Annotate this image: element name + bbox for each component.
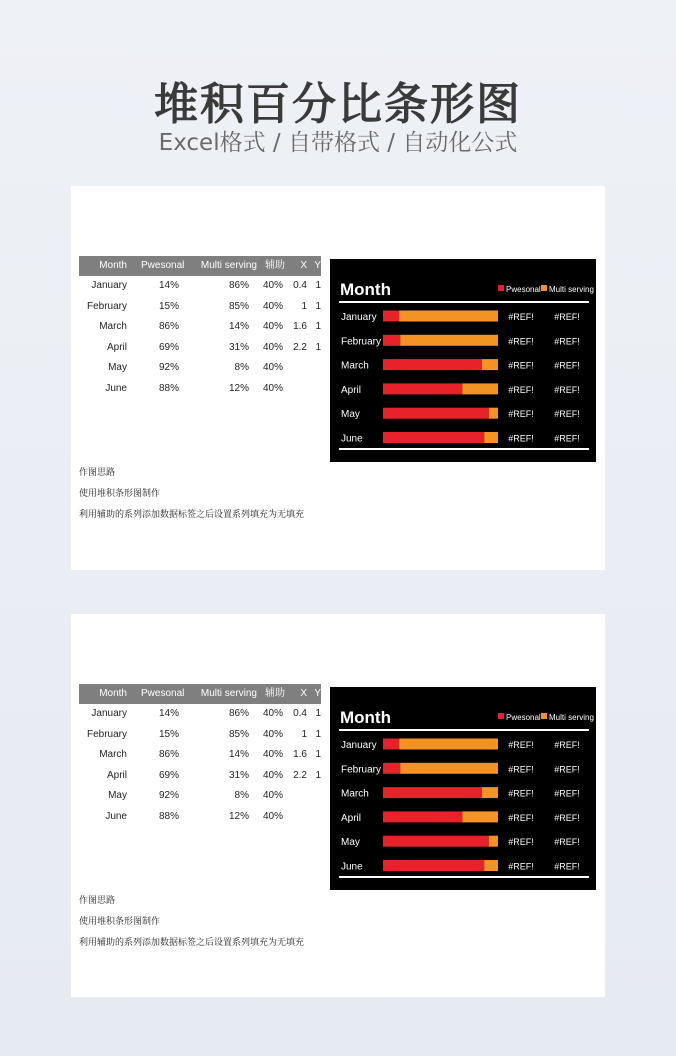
cell-pwesonal: 69%: [158, 769, 179, 781]
table-header-cell: Multi serving: [200, 688, 257, 699]
preview-card-2: [71, 614, 605, 997]
cell-pwesonal: 14%: [158, 708, 179, 719]
data-label: #REF!: [508, 409, 534, 420]
table-row: [79, 725, 321, 746]
legend-label: Multi serving: [549, 713, 594, 722]
chart-title: Month: [340, 708, 391, 727]
category-label: January: [341, 740, 377, 751]
note-line: 作图思路: [79, 467, 116, 477]
data-label: #REF!: [554, 740, 580, 750]
cell-pwesonal: 92%: [158, 362, 179, 373]
data-label: #REF!: [554, 409, 580, 420]
cell-multi-serving: 12%: [228, 810, 249, 822]
notes: [79, 890, 304, 953]
category-label: February: [341, 336, 382, 348]
table-row: [79, 379, 321, 400]
cell-multi-serving: 85%: [228, 300, 249, 312]
stacked-percent-bar-chart: [330, 687, 596, 890]
category-label: June: [341, 433, 363, 445]
cell-aux: 40%: [263, 749, 284, 760]
note-line: 使用堆积条形图制作: [79, 916, 161, 926]
bar-segment-pwesonal: [383, 860, 484, 871]
cell-pwesonal: 86%: [158, 749, 179, 760]
table-header-cell: Multi serving: [200, 260, 257, 271]
cell-aux: 40%: [263, 341, 284, 353]
data-table: [79, 256, 321, 399]
table-body: [79, 704, 321, 827]
bar-segment-pwesonal: [383, 811, 462, 822]
cell-pwesonal: 69%: [158, 341, 179, 353]
cell-pwesonal: 92%: [158, 790, 179, 801]
bar-segment-multi-serving: [482, 787, 498, 798]
note-line: 利用辅助的系列添加数据标签之后设置系列填充为无填充: [79, 937, 305, 947]
data-label: #REF!: [508, 740, 534, 750]
data-label: #REF!: [508, 788, 534, 799]
cell-month: June: [105, 382, 127, 394]
cell-multi-serving: 31%: [228, 341, 249, 353]
cell-pwesonal: 86%: [158, 321, 179, 332]
category-label: April: [341, 384, 362, 396]
cell-multi-serving: 85%: [228, 728, 249, 740]
category-label: March: [341, 788, 369, 800]
data-label: #REF!: [554, 336, 580, 347]
chart-container: [330, 687, 596, 890]
cell-multi-serving: 8%: [234, 362, 249, 373]
data-label: #REF!: [508, 360, 534, 371]
cell-x: 1: [301, 300, 307, 312]
bar-segment-multi-serving: [400, 335, 498, 346]
data-label: #REF!: [508, 861, 534, 872]
table-header-cell: X: [300, 260, 307, 271]
cell-pwesonal: 14%: [158, 280, 179, 291]
cell-aux: 40%: [263, 728, 284, 740]
data-label: #REF!: [508, 312, 534, 322]
cell-pwesonal: 88%: [158, 810, 179, 822]
table-row: [79, 358, 321, 379]
category-label: June: [341, 861, 363, 873]
legend-swatch: [498, 285, 504, 291]
data-label: #REF!: [554, 312, 580, 322]
cell-month: April: [106, 769, 127, 781]
cell-y: 1: [315, 749, 321, 760]
table-header: [79, 256, 321, 276]
table-header-cell: Y: [314, 688, 321, 699]
legend-swatch: [498, 713, 504, 719]
cell-y: 1: [315, 708, 321, 719]
bar-segment-pwesonal: [383, 383, 462, 394]
cell-aux: 40%: [263, 790, 284, 801]
bar-segment-multi-serving: [484, 432, 498, 443]
stacked-percent-bar-chart: [330, 259, 596, 462]
cell-x: 2.2: [293, 341, 307, 353]
table-row: [79, 745, 321, 766]
data-table: [79, 684, 321, 827]
bar-segment-pwesonal: [383, 408, 489, 419]
legend-swatch: [541, 285, 547, 291]
cell-month: May: [108, 790, 127, 801]
cell-aux: 40%: [263, 321, 284, 332]
cell-month: March: [99, 321, 127, 332]
data-label: #REF!: [554, 788, 580, 799]
cell-multi-serving: 8%: [234, 790, 249, 801]
cell-multi-serving: 12%: [228, 382, 249, 394]
table-header-cell: 辅助: [265, 688, 285, 699]
bar-segment-multi-serving: [489, 408, 498, 419]
cell-month: January: [91, 708, 127, 719]
category-label: April: [341, 812, 362, 824]
legend-label: Pwesonal: [506, 713, 541, 722]
data-label: #REF!: [508, 433, 534, 444]
cell-y: 1: [315, 341, 321, 353]
cell-multi-serving: 14%: [228, 749, 249, 760]
table-row: [79, 786, 321, 807]
cell-month: May: [108, 362, 127, 373]
cell-month: April: [106, 341, 127, 353]
category-label: May: [341, 837, 360, 849]
data-label: #REF!: [554, 764, 580, 775]
cell-x: 1.6: [293, 321, 307, 332]
cell-month: January: [91, 280, 127, 291]
category-label: February: [341, 764, 382, 776]
bar-segment-multi-serving: [399, 311, 498, 322]
preview-card-1: [71, 186, 605, 570]
cell-month: February: [86, 300, 127, 312]
bar-segment-pwesonal: [383, 311, 399, 322]
table-row: [79, 766, 321, 787]
cell-month: February: [86, 728, 127, 740]
table-header-cell: 辅助: [265, 260, 285, 271]
table-row: [79, 317, 321, 338]
cell-aux: 40%: [263, 382, 284, 394]
cell-multi-serving: 86%: [228, 708, 249, 719]
table-header-cell: Pwesonal: [141, 688, 185, 699]
cell-y: 1: [315, 280, 321, 291]
note-line: 使用堆积条形图制作: [79, 488, 161, 498]
page-subtitle: Excel格式 / 自带格式 / 自动化公式: [158, 130, 518, 156]
legend-label: Pwesonal: [506, 285, 541, 294]
data-label: #REF!: [554, 861, 580, 872]
cell-multi-serving: 86%: [228, 280, 249, 291]
legend-swatch: [541, 713, 547, 719]
table-row: [79, 704, 321, 725]
table-row: [79, 276, 321, 297]
cell-y: 1: [315, 321, 321, 332]
table-header-cell: Month: [99, 260, 127, 271]
bar-segment-pwesonal: [383, 787, 482, 798]
category-label: March: [341, 360, 369, 372]
data-label: #REF!: [508, 837, 534, 848]
bar-segment-multi-serving: [462, 383, 498, 394]
bar-segment-multi-serving: [400, 763, 498, 774]
cell-x: 1.6: [293, 749, 307, 760]
category-label: May: [341, 409, 360, 421]
table-body: [79, 276, 321, 399]
cell-month: June: [105, 810, 127, 822]
data-label: #REF!: [508, 384, 534, 395]
cell-aux: 40%: [263, 300, 284, 312]
table-header: [79, 684, 321, 704]
cell-pwesonal: 88%: [158, 382, 179, 394]
data-label: #REF!: [508, 812, 534, 823]
bar-segment-multi-serving: [399, 739, 498, 750]
table-row: [79, 338, 321, 359]
cell-aux: 40%: [263, 810, 284, 822]
notes: [79, 462, 304, 525]
page-title: 堆积百分比条形图: [154, 79, 522, 130]
note-line: 利用辅助的系列添加数据标签之后设置系列填充为无填充: [79, 509, 305, 519]
bar-segment-pwesonal: [383, 763, 400, 774]
data-label: #REF!: [508, 764, 534, 775]
bar-segment-pwesonal: [383, 359, 482, 370]
cell-pwesonal: 15%: [158, 728, 179, 740]
cell-aux: 40%: [263, 708, 284, 719]
bar-segment-pwesonal: [383, 335, 400, 346]
cell-aux: 40%: [263, 362, 284, 373]
cell-x: 0.4: [293, 708, 307, 719]
cell-y: 1: [315, 769, 321, 781]
data-label: #REF!: [508, 336, 534, 347]
legend-label: Multi serving: [549, 285, 594, 294]
bar-segment-multi-serving: [489, 836, 498, 847]
table-row: [79, 297, 321, 318]
data-label: #REF!: [554, 384, 580, 395]
cell-multi-serving: 14%: [228, 321, 249, 332]
table-header-cell: Pwesonal: [141, 260, 185, 271]
table-header-cell: Month: [99, 688, 127, 699]
data-label: #REF!: [554, 360, 580, 371]
cell-aux: 40%: [263, 769, 284, 781]
cell-aux: 40%: [263, 280, 284, 291]
chart-title: Month: [340, 280, 391, 299]
note-line: 作图思路: [79, 895, 116, 905]
cell-multi-serving: 31%: [228, 769, 249, 781]
cell-month: March: [99, 749, 127, 760]
cell-y: 1: [315, 300, 321, 312]
bar-segment-pwesonal: [383, 432, 484, 443]
bar-segment-multi-serving: [482, 359, 498, 370]
bar-segment-multi-serving: [462, 811, 498, 822]
data-label: #REF!: [554, 812, 580, 823]
bar-segment-pwesonal: [383, 739, 399, 750]
bar-segment-multi-serving: [484, 860, 498, 871]
table-header-cell: Y: [314, 260, 321, 271]
chart-container: [330, 259, 596, 462]
bar-segment-pwesonal: [383, 836, 489, 847]
cell-pwesonal: 15%: [158, 300, 179, 312]
data-label: #REF!: [554, 837, 580, 848]
cell-y: 1: [315, 728, 321, 740]
table-header-cell: X: [300, 688, 307, 699]
category-label: January: [341, 312, 377, 323]
cell-x: 2.2: [293, 769, 307, 781]
data-label: #REF!: [554, 433, 580, 444]
cell-x: 1: [301, 728, 307, 740]
cell-x: 0.4: [293, 280, 307, 291]
table-row: [79, 807, 321, 828]
